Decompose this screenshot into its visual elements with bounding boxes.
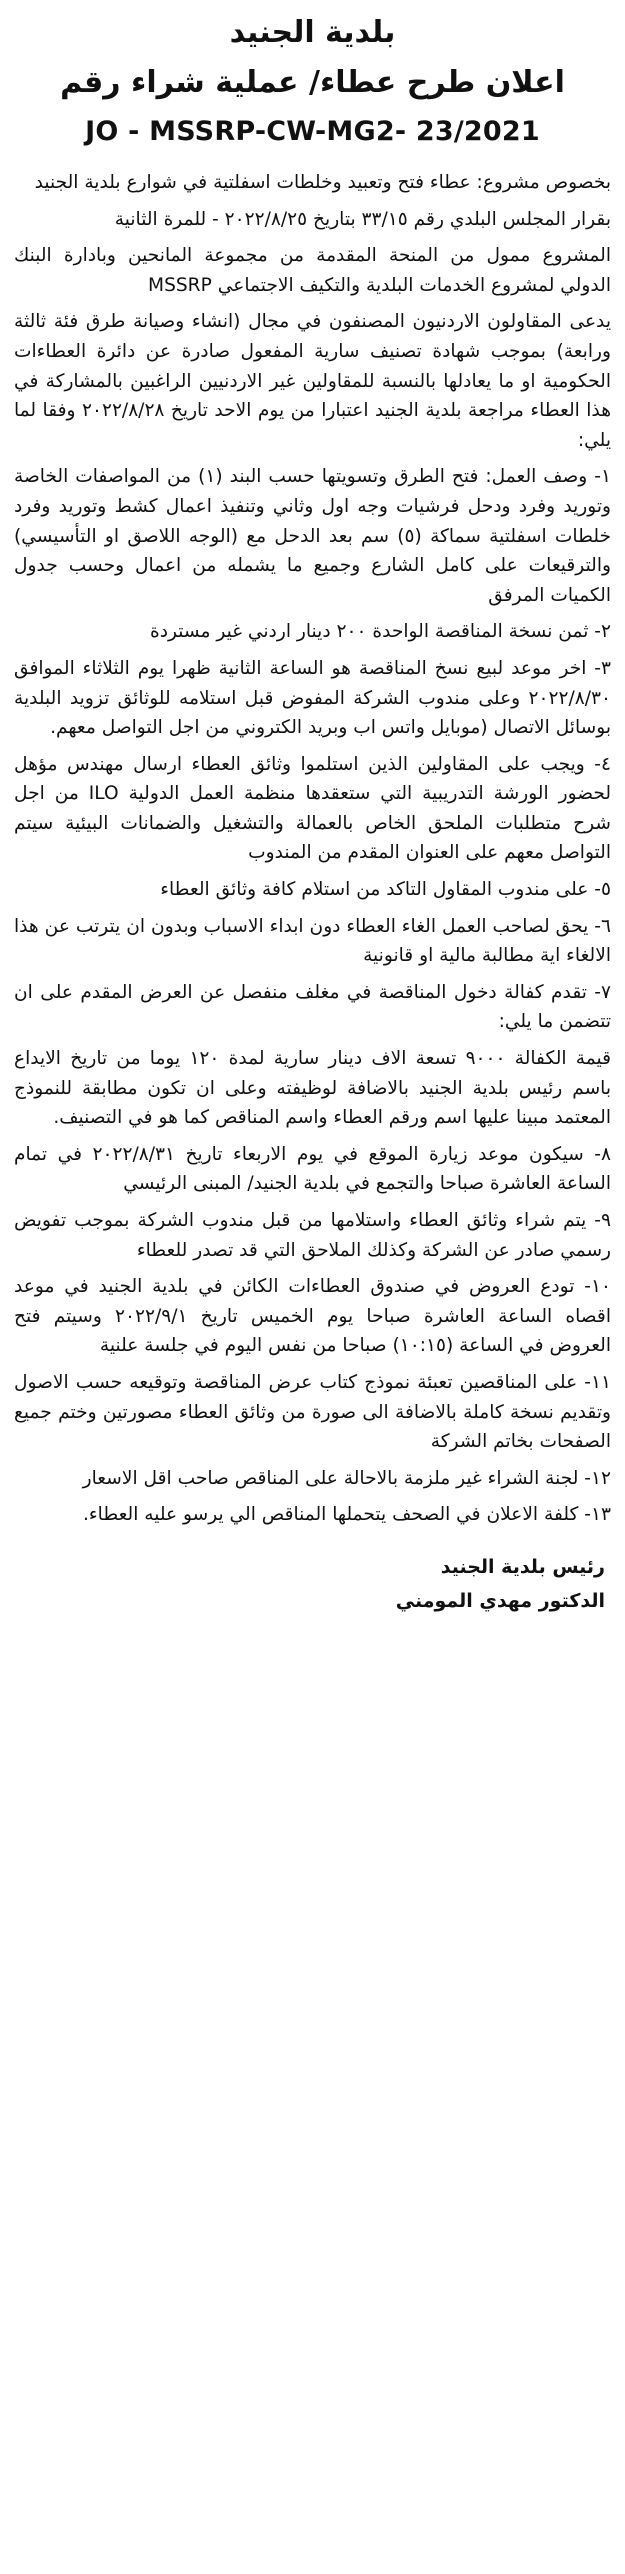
- signature-block: [14, 1550, 611, 1618]
- clause-10-submission: ١٠- تودع العروض في صندوق العطاءات الكائن في بلدية الجنيد في موعد اقصاه الساعة العاشرة صباحا يوم الخميس تاريخ ٢٠٢٢/٩/١ وسيتم فتح العروض في الساعة (١٠:١٥) صباحا من نفس اليوم في جلسة علنية: [14, 1276, 611, 1357]
- council-decision: بقرار المجلس البلدي رقم ٣٣/١٥ بتاريخ ٢٠٢٢/٨/٢٥ - للمرة الثانية: [114, 208, 611, 230]
- clause-12-committee: ١٢- لجنة الشراء غير ملزمة بالاحالة على المناقص صاحب اقل الاسعار: [82, 1467, 611, 1489]
- project-subject: بخصوص مشروع: عطاء فتح وتعبيد وخلطات اسفلتية في شوارع بلدية الجنيد: [34, 172, 611, 193]
- clause-5-documents: ٥- على مندوب المقاول التاكد من استلام كافة وثائق العطاء: [160, 879, 611, 901]
- clause-4-ilo-workshop: ٤- ويجب على المقاولين الذين استلموا وثائق العطاء ارسال مهندس مؤهل لحضور الورشة التدريبية التي ستعقدها منظمة العمل الدولية ILO من اجل شرح متطلبات الملحق الخاص بالعمالة والتشغيل والضمانات البيئية سيتم التواصل معهم على العنوان المقدم من المندوب: [14, 753, 611, 864]
- bid-bond-details: قيمة الكفالة ٩٠٠٠ تسعة الاف دينار سارية لمدة ١٢٠ يوما من تاريخ الايداع باسم رئيس بلدية الجنيد بالاضافة لوظيفته وعلى ان تكون مطابقة للنموذج المعتمد مبينا عليها اسم ورقم العطاء واسم المناقص كما هو في التصنيف.: [14, 1048, 612, 1129]
- clause-1-work-description: ١- وصف العمل: فتح الطرق وتسويتها حسب البند (١) من المواصفات الخاصة وتوريد وفرد ودحل فرشيات وجه اول وثاني وتنفيذ اعمال كشط وتوريد وفرد خلطات اسفلتية سماكة (٥) سم بعد الدحل مع (الوجه اللاصق او التأسيسي) والترقيعات على كامل الشارع وجميع ما يشمله من اعمال وحسب جدول الكميات المرفق: [14, 466, 612, 606]
- clause-7-bid-bond: ٧- تقدم كفالة دخول المناقصة في مغلف منفصل عن العرض المقدم على ان تتضمن ما يلي:: [14, 981, 611, 1033]
- clause-2-price: ٢- ثمن نسخة المناقصة الواحدة ٢٠٠ دينار اردني غير مستردة: [150, 621, 611, 643]
- signature-name: الدكتور مهدي المومني: [395, 1589, 605, 1612]
- funding-note: المشروع ممول من المنحة المقدمة من مجموعة المانحين وبادارة البنك الدولي لمشروع الخدمات البلدية والتكيف الاجتماعي MSSRP: [14, 245, 611, 296]
- clause-6-cancellation: ٦- يحق لصاحب العمل الغاء العطاء دون ابداء الاسباب وبدون ان يترتب عن هذا الالغاء اية مطالبة مالية او قانونية: [14, 915, 611, 967]
- announcement-header: [14, 8, 611, 156]
- tender-number: JO - MSSRP-CW-MG2- 23/2021: [85, 116, 540, 147]
- announcement-body: [14, 168, 611, 1530]
- clause-8-site-visit: ٨- سيكون موعد زيارة الموقع في يوم الاربعاء تاريخ ٢٠٢٢/٨/٣١ في تمام الساعة العاشرة صباحا والتجمع في بلدية الجنيد/ المبنى الرئيسي: [14, 1143, 611, 1195]
- clause-9-purchase: ٩- يتم شراء وثائق العطاء واستلامها من قبل مندوب الشركة بموجب تفويض رسمي صادر عن الشركة وكذلك الملاحق التي قد تصدر للعطاء: [14, 1210, 611, 1261]
- signature-title: رئيس بلدية الجنيد: [440, 1555, 605, 1578]
- municipality-title: بلدية الجنيد: [229, 15, 396, 50]
- clause-3-sale-deadline: ٣- اخر موعد لبيع نسخ المناقصة هو الساعة الثانية ظهرا يوم الثلاثاء الموافق ٢٠٢٢/٨/٣٠ وعلى مندوب الشركة المفوض قبل استلامه للوثائق تزويد البلدية بوسائل الاتصال (موبايل واتس اب وبريد الكتروني من اجل التواصل معهم.: [14, 657, 611, 739]
- announcement-title: اعلان طرح عطاء/ عملية شراء رقم: [60, 65, 565, 100]
- clause-11-form: ١١- على المناقصين تعبئة نموذج كتاب عرض المناقصة وتوقيعه حسب الاصول وتقديم نسخة كاملة بالاضافة الى صورة من وثائق العطاء مصورتين وختم جميع الصفحات بخاتم الشركة: [14, 1371, 611, 1453]
- invitation-paragraph: يدعى المقاولون الاردنيون المصنفون في مجال (انشاء وصيانة طرق فئة ثالثة ورابعة) بموجب شهادة تصنيف سارية المفعول صادرة عن دائرة العطاءات الحكومية او ما يعادلها بالنسبة للمقاولين غير الاردنيين الراغبين بالمشاركة في هذا العطاء مراجعة بلدية الجنيد اعتبارا من يوم الاحد تاريخ ٢٠٢٢/٨/٢٨ وفقا لما يلي:: [14, 311, 611, 451]
- clause-13-ad-cost: ١٣- كلفة الاعلان في الصحف يتحملها المناقص الي يرسو عليه العطاء.: [83, 1504, 611, 1526]
